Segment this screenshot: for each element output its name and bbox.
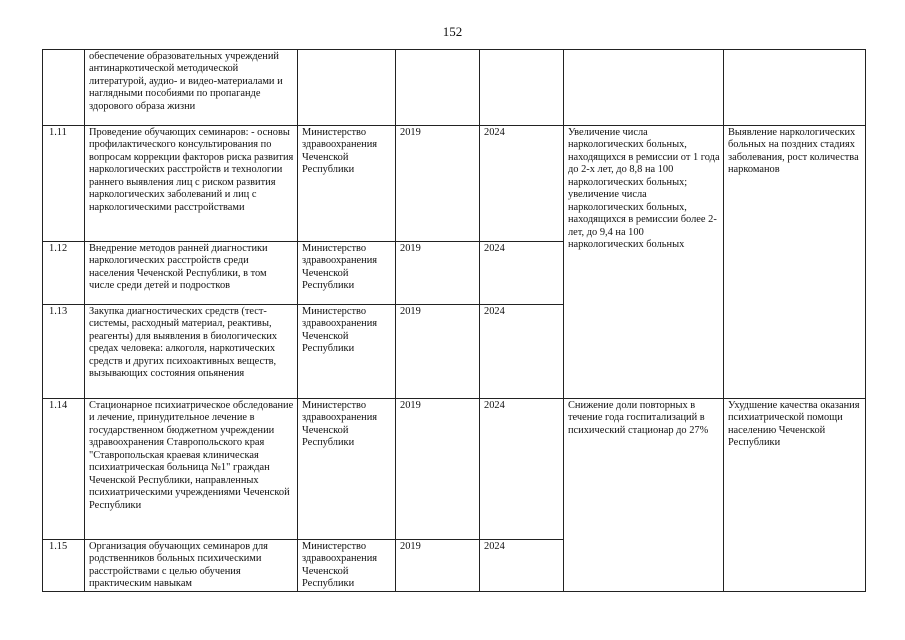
end-year: 2024	[480, 399, 564, 540]
executor-text: Министерство здравоохранения Чеченской Республики	[298, 242, 396, 305]
end-year: 2024	[480, 242, 564, 305]
row-number: 1.14	[43, 399, 85, 540]
end-year: 2024	[480, 305, 564, 399]
row-number: 1.12	[43, 242, 85, 305]
expected-result: Снижение доли повторных в течение года госпитализаций в психический стационар до 27%	[564, 399, 724, 592]
executor-text: Министерство здравоохранения Чеченской Республики	[298, 126, 396, 242]
row-number: 1.13	[43, 305, 85, 399]
end-year: 2024	[480, 126, 564, 242]
start-year: 2019	[396, 540, 480, 592]
measure-text: Закупка диагностических средств (тест-системы, расходный материал, реактивы, реагенты) для выявления в биологических средах человека: алкоголя, наркотических средств и других психоактивных веществ, вызывающих состояния опьянения	[85, 305, 298, 399]
expected-result	[564, 50, 724, 126]
row-number: 1.11	[43, 126, 85, 242]
table-row	[43, 399, 866, 540]
measure-text: Проведение обучающих семинаров: - основы профилактического консультирования по вопросам коррекции факторов риска развития наркологических расстройств и технологии раннего выявления лиц с риском развития наркологических заболеваний и лиц с наркологическими расстройствами	[85, 126, 298, 242]
executor-text	[298, 50, 396, 126]
end-year: 2024	[480, 540, 564, 592]
consequence-text: Ухудшение качества оказания психиатрической помощи населению Чеченской Республики	[724, 399, 866, 592]
start-year: 2019	[396, 126, 480, 242]
executor-text: Министерство здравоохранения Чеченской Республики	[298, 399, 396, 540]
program-measures-table	[42, 49, 866, 592]
measure-text: Стационарное психиатрическое обследование и лечение, принудительное лечение в государственном бюджетном учреждении здравоохранения Ставропольского края "Ставропольская краевая клиническая психиатрическая больница №1" граждан Чеченской Республики, направленных психиатрическими учреждениями Чеченской Республики	[85, 399, 298, 540]
row-number	[43, 50, 85, 126]
table-row	[43, 126, 866, 242]
end-year	[480, 50, 564, 126]
start-year	[396, 50, 480, 126]
measure-text: Организация обучающих семинаров для родственников больных психическими расстройствами с целью обучения практическим навыкам	[85, 540, 298, 592]
consequence-text: Выявление наркологических больных на поздних стадиях заболевания, рост количества наркоманов	[724, 126, 866, 399]
measure-text: обеспечение образовательных учреждений антинаркотической методической литературой, аудио- и видео-материалами и наглядными пособиями по пропаганде здорового образа жизни	[85, 50, 298, 126]
consequence-text	[724, 50, 866, 126]
start-year: 2019	[396, 305, 480, 399]
table-row	[43, 50, 866, 126]
executor-text: Министерство здравоохранения Чеченской Республики	[298, 305, 396, 399]
row-number: 1.15	[43, 540, 85, 592]
start-year: 2019	[396, 242, 480, 305]
executor-text: Министерство здравоохранения Чеченской Республики	[298, 540, 396, 592]
start-year: 2019	[396, 399, 480, 540]
page-number: 152	[442, 24, 463, 39]
measure-text: Внедрение методов ранней диагностики наркологических расстройств среди населения Чеченской Республики, в том числе среди детей и подростков	[85, 242, 298, 305]
expected-result: Увеличение числа наркологических больных, находящихся в ремиссии от 1 года до 2-х лет, до 8,8 на 100 наркологических больных; увеличение числа наркологических больных, находящихся в ремиссии более 2-лет, до 9,4 на 100 наркологических больных	[564, 126, 724, 399]
